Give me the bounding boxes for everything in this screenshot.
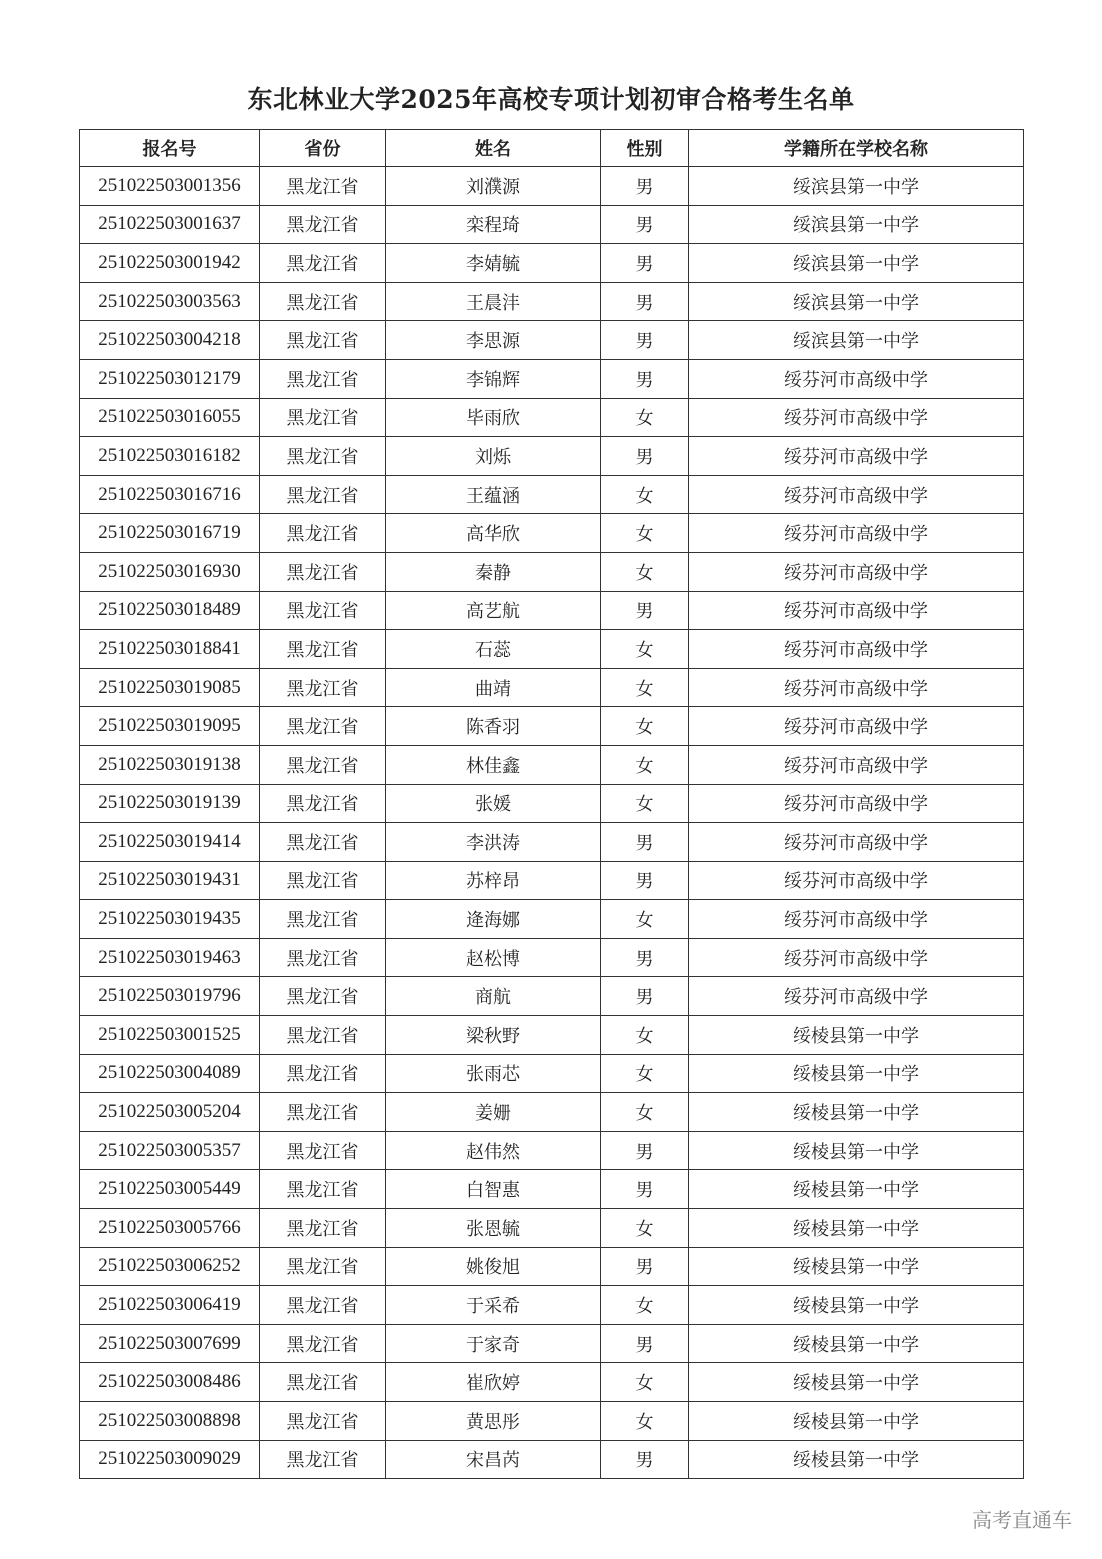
cell-province: 黑龙江省 [260,398,386,437]
cell-school: 绥芬河市高级中学 [689,475,1024,514]
cell-school: 绥芬河市高级中学 [689,707,1024,746]
cell-school: 绥芬河市高级中学 [689,861,1024,900]
cell-registration-id: 251022503008486 [80,1363,260,1402]
cell-school: 绥棱县第一中学 [689,1324,1024,1363]
table-body [80,167,1024,1479]
cell-school: 绥棱县第一中学 [689,1170,1024,1209]
cell-name: 李婧毓 [386,244,601,283]
table-row [80,244,1024,283]
cell-province: 黑龙江省 [260,1247,386,1286]
cell-name: 白智惠 [386,1170,601,1209]
table-row [80,1170,1024,1209]
cell-school: 绥芬河市高级中学 [689,668,1024,707]
cell-province: 黑龙江省 [260,784,386,823]
cell-province: 黑龙江省 [260,1170,386,1209]
cell-registration-id: 251022503019796 [80,977,260,1016]
cell-province: 黑龙江省 [260,475,386,514]
cell-gender: 女 [601,1054,689,1093]
cell-school: 绥滨县第一中学 [689,282,1024,321]
cell-name: 秦静 [386,552,601,591]
cell-school: 绥芬河市高级中学 [689,359,1024,398]
cell-registration-id: 251022503016719 [80,514,260,553]
column-header-school: 学籍所在学校名称 [689,130,1024,167]
cell-province: 黑龙江省 [260,321,386,360]
cell-gender: 男 [601,1247,689,1286]
table-row [80,1054,1024,1093]
cell-gender: 女 [601,745,689,784]
cell-registration-id: 251022503005204 [80,1093,260,1132]
cell-registration-id: 251022503019095 [80,707,260,746]
cell-school: 绥芬河市高级中学 [689,630,1024,669]
cell-gender: 男 [601,823,689,862]
cell-gender: 男 [601,1324,689,1363]
cell-name: 商航 [386,977,601,1016]
cell-name: 黄思彤 [386,1402,601,1441]
cell-name: 栾程琦 [386,205,601,244]
cell-name: 李思源 [386,321,601,360]
cell-gender: 女 [601,900,689,939]
table-row [80,398,1024,437]
cell-registration-id: 251022503003563 [80,282,260,321]
table-row [80,359,1024,398]
cell-province: 黑龙江省 [260,1286,386,1325]
cell-name: 陈香羽 [386,707,601,746]
cell-gender: 女 [601,1209,689,1248]
cell-name: 张恩毓 [386,1209,601,1248]
cell-province: 黑龙江省 [260,205,386,244]
cell-province: 黑龙江省 [260,167,386,206]
cell-name: 于采希 [386,1286,601,1325]
cell-province: 黑龙江省 [260,282,386,321]
cell-province: 黑龙江省 [260,437,386,476]
cell-school: 绥芬河市高级中学 [689,437,1024,476]
page-title: 东北林业大学2025年高校专项计划初审合格考生名单 [247,85,855,114]
cell-gender: 男 [601,244,689,283]
cell-name: 宋昌芮 [386,1440,601,1479]
table-row [80,707,1024,746]
cell-school: 绥芬河市高级中学 [689,514,1024,553]
table-row [80,784,1024,823]
watermark: 高考直通车 [972,1508,1072,1532]
column-header-province: 省份 [260,130,386,167]
cell-registration-id: 251022503016182 [80,437,260,476]
cell-registration-id: 251022503009029 [80,1440,260,1479]
cell-name: 赵伟然 [386,1131,601,1170]
cell-registration-id: 251022503006419 [80,1286,260,1325]
table-row [80,977,1024,1016]
cell-school: 绥棱县第一中学 [689,1402,1024,1441]
table-row [80,514,1024,553]
cell-gender: 男 [601,359,689,398]
cell-province: 黑龙江省 [260,745,386,784]
cell-name: 赵松博 [386,938,601,977]
cell-name: 于家奇 [386,1324,601,1363]
cell-school: 绥滨县第一中学 [689,205,1024,244]
cell-province: 黑龙江省 [260,938,386,977]
cell-province: 黑龙江省 [260,552,386,591]
cell-province: 黑龙江省 [260,1093,386,1132]
cell-school: 绥芬河市高级中学 [689,900,1024,939]
cell-gender: 男 [601,861,689,900]
cell-province: 黑龙江省 [260,359,386,398]
cell-gender: 男 [601,938,689,977]
table-row [80,437,1024,476]
column-header-gender: 性别 [601,130,689,167]
cell-school: 绥棱县第一中学 [689,1016,1024,1055]
cell-gender: 女 [601,668,689,707]
cell-school: 绥芬河市高级中学 [689,977,1024,1016]
cell-registration-id: 251022503005766 [80,1209,260,1248]
cell-school: 绥棱县第一中学 [689,1440,1024,1479]
cell-school: 绥芬河市高级中学 [689,398,1024,437]
cell-province: 黑龙江省 [260,1402,386,1441]
table-row [80,1363,1024,1402]
cell-gender: 女 [601,552,689,591]
cell-gender: 男 [601,437,689,476]
cell-name: 王蕴涵 [386,475,601,514]
cell-name: 刘濮源 [386,167,601,206]
table-row [80,167,1024,206]
table-row [80,823,1024,862]
cell-name: 曲靖 [386,668,601,707]
cell-registration-id: 251022503012179 [80,359,260,398]
cell-school: 绥棱县第一中学 [689,1286,1024,1325]
table-row [80,1440,1024,1479]
cell-gender: 男 [601,321,689,360]
cell-registration-id: 251022503019085 [80,668,260,707]
cell-school: 绥芬河市高级中学 [689,745,1024,784]
cell-registration-id: 251022503019139 [80,784,260,823]
cell-gender: 女 [601,398,689,437]
table-row [80,475,1024,514]
cell-name: 姜姗 [386,1093,601,1132]
cell-gender: 女 [601,514,689,553]
table-row [80,1402,1024,1441]
cell-province: 黑龙江省 [260,707,386,746]
cell-gender: 女 [601,1363,689,1402]
cell-name: 李锦辉 [386,359,601,398]
cell-province: 黑龙江省 [260,1209,386,1248]
table-row [80,552,1024,591]
cell-province: 黑龙江省 [260,630,386,669]
cell-school: 绥芬河市高级中学 [689,552,1024,591]
cell-province: 黑龙江省 [260,244,386,283]
cell-school: 绥棱县第一中学 [689,1093,1024,1132]
cell-registration-id: 251022503016716 [80,475,260,514]
cell-school: 绥棱县第一中学 [689,1247,1024,1286]
cell-school: 绥滨县第一中学 [689,321,1024,360]
cell-province: 黑龙江省 [260,668,386,707]
cell-registration-id: 251022503018489 [80,591,260,630]
cell-province: 黑龙江省 [260,823,386,862]
cell-gender: 女 [601,1402,689,1441]
table-row [80,630,1024,669]
cell-name: 崔欣婷 [386,1363,601,1402]
cell-gender: 女 [601,784,689,823]
cell-gender: 女 [601,1016,689,1055]
table-row [80,900,1024,939]
cell-name: 李洪涛 [386,823,601,862]
cell-gender: 男 [601,205,689,244]
cell-registration-id: 251022503019414 [80,823,260,862]
cell-registration-id: 251022503001637 [80,205,260,244]
cell-gender: 男 [601,977,689,1016]
cell-province: 黑龙江省 [260,514,386,553]
cell-name: 高艺航 [386,591,601,630]
cell-name: 张媛 [386,784,601,823]
cell-registration-id: 251022503001525 [80,1016,260,1055]
cell-registration-id: 251022503019431 [80,861,260,900]
cell-gender: 男 [601,1131,689,1170]
cell-province: 黑龙江省 [260,591,386,630]
cell-gender: 女 [601,475,689,514]
table-row [80,668,1024,707]
table-row [80,321,1024,360]
cell-registration-id: 251022503016930 [80,552,260,591]
cell-province: 黑龙江省 [260,1363,386,1402]
cell-name: 刘烁 [386,437,601,476]
cell-registration-id: 251022503005449 [80,1170,260,1209]
cell-name: 姚俊旭 [386,1247,601,1286]
cell-province: 黑龙江省 [260,977,386,1016]
column-header-id: 报名号 [80,130,260,167]
cell-gender: 男 [601,1440,689,1479]
cell-gender: 女 [601,1093,689,1132]
cell-gender: 男 [601,167,689,206]
table-row [80,205,1024,244]
cell-gender: 男 [601,591,689,630]
cell-province: 黑龙江省 [260,900,386,939]
cell-registration-id: 251022503001356 [80,167,260,206]
cell-registration-id: 251022503004218 [80,321,260,360]
cell-school: 绥棱县第一中学 [689,1363,1024,1402]
cell-province: 黑龙江省 [260,1440,386,1479]
table-row [80,591,1024,630]
cell-school: 绥棱县第一中学 [689,1209,1024,1248]
table-row [80,861,1024,900]
cell-name: 石蕊 [386,630,601,669]
table-row [80,282,1024,321]
cell-school: 绥棱县第一中学 [689,1131,1024,1170]
cell-name: 梁秋野 [386,1016,601,1055]
column-header-name: 姓名 [386,130,601,167]
cell-registration-id: 251022503016055 [80,398,260,437]
cell-name: 林佳鑫 [386,745,601,784]
table-row [80,1131,1024,1170]
cell-registration-id: 251022503005357 [80,1131,260,1170]
cell-name: 苏梓昂 [386,861,601,900]
cell-registration-id: 251022503006252 [80,1247,260,1286]
cell-gender: 女 [601,707,689,746]
cell-school: 绥芬河市高级中学 [689,938,1024,977]
cell-registration-id: 251022503008898 [80,1402,260,1441]
table-row [80,1016,1024,1055]
cell-name: 毕雨欣 [386,398,601,437]
cell-school: 绥滨县第一中学 [689,167,1024,206]
cell-name: 王晨沣 [386,282,601,321]
cell-registration-id: 251022503019463 [80,938,260,977]
cell-registration-id: 251022503018841 [80,630,260,669]
cell-name: 张雨芯 [386,1054,601,1093]
table-row [80,745,1024,784]
cell-school: 绥芬河市高级中学 [689,823,1024,862]
cell-school: 绥芬河市高级中学 [689,784,1024,823]
cell-province: 黑龙江省 [260,1016,386,1055]
cell-name: 高华欣 [386,514,601,553]
cell-registration-id: 251022503019138 [80,745,260,784]
cell-province: 黑龙江省 [260,861,386,900]
cell-school: 绥滨县第一中学 [689,244,1024,283]
table-row [80,1093,1024,1132]
cell-province: 黑龙江省 [260,1131,386,1170]
cell-gender: 男 [601,282,689,321]
cell-school: 绥芬河市高级中学 [689,591,1024,630]
cell-registration-id: 251022503019435 [80,900,260,939]
candidate-table [79,129,1024,1479]
cell-school: 绥棱县第一中学 [689,1054,1024,1093]
table-row [80,1324,1024,1363]
cell-registration-id: 251022503001942 [80,244,260,283]
table-row [80,938,1024,977]
table-row [80,1247,1024,1286]
table-row [80,1209,1024,1248]
cell-gender: 女 [601,630,689,669]
cell-name: 逄海娜 [386,900,601,939]
table-row [80,1286,1024,1325]
cell-gender: 男 [601,1170,689,1209]
cell-province: 黑龙江省 [260,1054,386,1093]
cell-registration-id: 251022503004089 [80,1054,260,1093]
cell-gender: 女 [601,1286,689,1325]
table-header-row [80,130,1024,167]
cell-registration-id: 251022503007699 [80,1324,260,1363]
cell-province: 黑龙江省 [260,1324,386,1363]
